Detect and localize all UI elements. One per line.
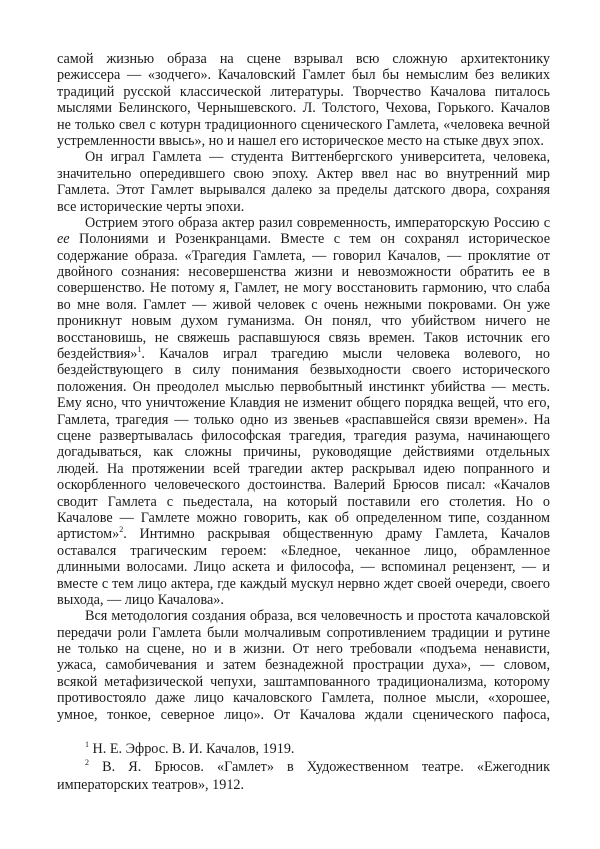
text-line — [57, 166, 550, 182]
text-segment: Вся методология создания образа, вся человечность и простота качаловской — [85, 608, 550, 625]
text-line — [57, 576, 550, 592]
text-segment: оставался трагическим героем: «Бледное, чеканное лицо, обрамленное — [57, 542, 550, 559]
text-segment: двойного сознания: несовершенства жизни и невозможности обратить ее в — [57, 264, 550, 281]
text-line — [57, 625, 550, 641]
text-line — [57, 395, 550, 411]
text-segment: самой жизнью образа на сцене взрывал всю сложную архитектонику — [57, 51, 550, 67]
body-text — [57, 51, 550, 723]
text-line — [57, 346, 550, 362]
text-line — [57, 280, 550, 296]
text-line — [57, 608, 550, 624]
text-segment: совершенство. Не потому я, Гамлет, не могу восстановить гармонию, что слаба — [57, 280, 550, 297]
footnote-reference[interactable]: 2 — [119, 525, 124, 535]
text-segment: бездействующего в силу понимания безвыходности своего исторического — [57, 362, 550, 379]
text-line — [57, 313, 550, 329]
text-segment: Острием этого образа актер разил современность, императорскую Россию с — [85, 214, 550, 231]
footnote-mark: 1 — [85, 740, 89, 749]
text-segment: ужаса, самобичевания и затем безнадежной прострации духа», — словом, — [57, 657, 550, 674]
text-line — [57, 379, 550, 395]
text-segment: все исторические черты эпохи. — [57, 198, 245, 215]
text-segment: не только свел с котурн традиционного сценического Гамлета, «человека вечной — [57, 116, 550, 133]
text-segment: восстановишь, не свяжешь распавшуюся связь времен. Таков источник его — [57, 329, 550, 346]
footnote-mark: 2 — [85, 758, 89, 767]
text-line — [57, 117, 550, 133]
text-segment: Он играл Гамлета — студента Виттенбергского университета, человека, — [85, 149, 550, 166]
text-line — [57, 592, 550, 608]
text-line — [57, 412, 550, 428]
text-segment: выхода, — лицо Качалова». — [57, 591, 224, 608]
text-line — [57, 133, 550, 149]
text-line — [57, 51, 550, 67]
text-segment: артистом» — [57, 526, 120, 543]
text-line — [57, 248, 550, 264]
footnotes — [57, 740, 550, 794]
text-line — [57, 461, 550, 477]
text-segment: устремленности ввысь», но и нашел его историческое место на стыке двух эпох. — [57, 132, 544, 149]
text-segment: Качалове — Гамлете можно говорить, как об определенном типе, созданном — [57, 509, 550, 526]
text-segment: бездействия» — [57, 346, 138, 363]
text-line — [57, 494, 550, 510]
footnote-line — [57, 758, 550, 776]
text-segment: Ему ясно, что уничтожение Клавдия не изменит общего порядка вещей, что его, — [57, 395, 550, 412]
footnote-text: императорских театров», 1912. — [57, 777, 245, 793]
text-line — [57, 330, 550, 346]
text-segment: . Качалов играл трагедию мысли человека волевого, но — [141, 346, 550, 363]
text-line — [57, 657, 550, 673]
text-segment: вместе с тем лицо актера, где каждый мускул нервно ждет своей очереди, своего — [57, 575, 550, 592]
text-line — [57, 215, 550, 231]
footnote-line — [57, 740, 550, 758]
text-line — [57, 477, 550, 493]
text-segment: сводит Гамлета с пьедестала, на который поставили его столетия. Но о — [57, 493, 550, 510]
text-line — [57, 264, 550, 280]
text-segment: режиссера — «зодчего». Качаловский Гамлет был бы немыслим без великих — [57, 67, 550, 84]
text-line — [57, 641, 550, 657]
text-segment: положения. Он преодолел мыслью первобытный инстинкт убийства — месть. — [57, 378, 550, 395]
text-segment: традиций русской классической литературы. Творчество Качалова питалось — [57, 83, 550, 100]
text-line — [57, 84, 550, 100]
text-line — [57, 231, 550, 247]
text-line — [57, 543, 550, 559]
text-line — [57, 100, 550, 116]
text-line — [57, 362, 550, 378]
text-line — [57, 526, 550, 542]
text-segment: длинными волосами. Лицо аскета и философа, — вспоминал рецензент, — и — [57, 559, 550, 576]
text-segment: Гамлета. Этот Гамлет вырывался далеко за пределы датского двора, сохраняя — [57, 182, 550, 199]
text-segment: мыслями Белинского, Чернышевского. Л. Толстого, Чехова, Горького. Качалов — [57, 100, 550, 117]
text-line — [57, 149, 550, 165]
text-segment: содержание образа. «Трагедия Гамлета, — говорил Качалов, — проклятие от — [57, 247, 550, 264]
text-line — [57, 199, 550, 215]
text-segment: умное, тонкое, северное лицо». От Качалова ждали сценического пафоса, — [57, 706, 550, 723]
italic-text: ее — [57, 231, 70, 248]
text-line — [57, 67, 550, 83]
text-segment: . Интимно раскрывая общественную драму Гамлета, Качалов — [123, 526, 550, 543]
text-line — [57, 444, 550, 460]
text-segment: сцене развертывалась философская трагедия, трагедия разума, начинающего — [57, 427, 550, 444]
text-line — [57, 297, 550, 313]
text-line — [57, 182, 550, 198]
footnote-text: В. Я. Брюсов. «Гамлет» в Художественном театре. «Ежегодник — [89, 759, 550, 775]
text-segment: проникнут новым духом гуманизма. Он понял, что убийством ничего не — [57, 313, 550, 330]
text-line — [57, 510, 550, 526]
text-segment: догадываться, как сложны причины, руководящие действиями отдельных — [57, 444, 550, 461]
text-segment: всякой метафизической чепухи, заштампованного традиционализма, которому — [57, 673, 550, 690]
text-line — [57, 428, 550, 444]
text-segment: передачи роли Гамлета были молчаливым сопротивлением традиции и рутине — [57, 624, 550, 641]
text-segment: людей. На протяжении всей трагедии актер раскрывал идею попранного и — [57, 460, 550, 477]
text-line — [57, 674, 550, 690]
footnote-reference[interactable]: 1 — [137, 345, 142, 355]
footnote-text: Н. Е. Эфрос. В. И. Качалов, 1919. — [89, 741, 295, 757]
text-segment: во мне воля. Гамлет — живой человек с очень нежными покровами. Он уже — [57, 296, 550, 313]
text-segment: Полониями и Розенкранцами. Вместе с тем он сохранял историческое — [69, 231, 550, 248]
text-segment: оскорбленного человеческого достоинства. Валерий Брюсов писал: «Качалов — [57, 477, 550, 494]
footnote-line — [57, 776, 550, 794]
text-line — [57, 707, 550, 723]
text-segment: Гамлета, трагедия — только одно из звеньев «распавшейся связи времен». На — [57, 411, 550, 428]
text-line — [57, 559, 550, 575]
text-line — [57, 690, 550, 706]
text-segment: значительно опередившего свою эпоху. Актер ввел нас во внутренний мир — [57, 165, 550, 182]
text-segment: не только на сцене, но и в жизни. От него требовали «подъема ненависти, — [57, 641, 550, 658]
text-segment: противостояло даже лицо качаловского Гамлета, полное мысли, «хорошее, — [57, 690, 550, 707]
